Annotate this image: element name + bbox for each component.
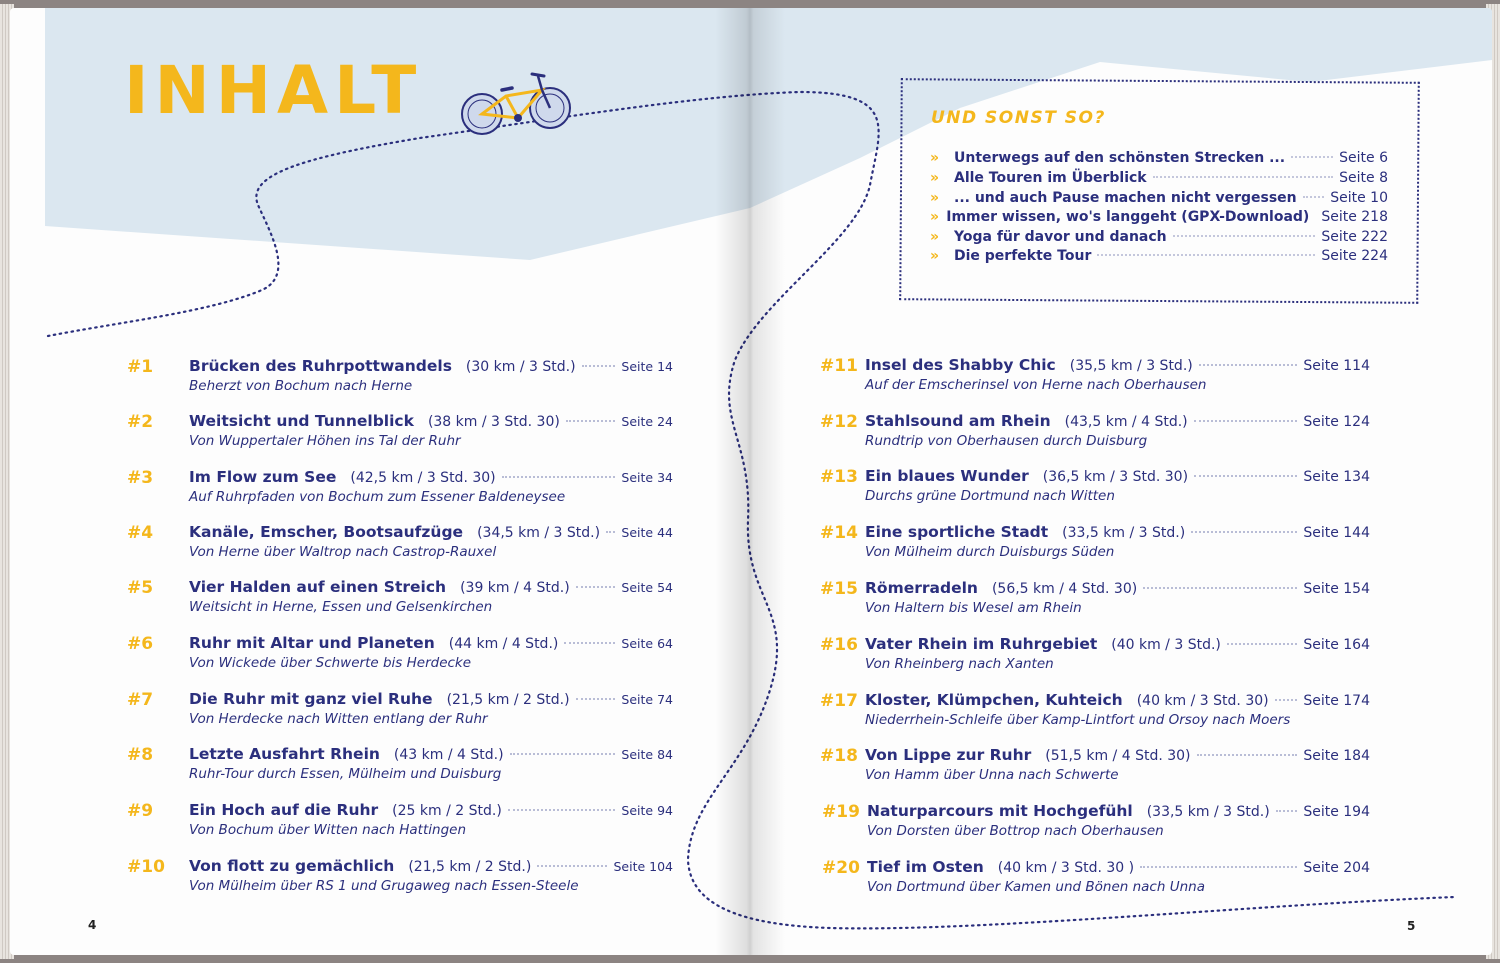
tour-subtitle: Von Wickede über Schwerte bis Herdecke bbox=[189, 655, 472, 671]
tour-subtitle: Von Hamm über Unna nach Schwerte bbox=[865, 767, 1119, 783]
tour-subtitle: Durchs grüne Dortmund nach Witten bbox=[865, 488, 1115, 504]
tour-title: Brücken des Ruhrpottwandels bbox=[189, 357, 452, 375]
tour-page: Seite 144 bbox=[1303, 525, 1370, 541]
extras-item-text: Yoga für davor und danach bbox=[954, 229, 1167, 245]
tour-number: #9 bbox=[127, 801, 154, 821]
tour-page: Seite 134 bbox=[1303, 469, 1370, 485]
tour-number: #7 bbox=[127, 690, 154, 710]
tour-subtitle: Von Herdecke nach Witten entlang der Ruhr bbox=[189, 711, 488, 727]
tour-meta: (44 km / 4 Std.) bbox=[448, 636, 559, 652]
extras-item[interactable] bbox=[930, 170, 1388, 186]
tour-meta: (43,5 km / 4 Std.) bbox=[1064, 414, 1188, 430]
tour-subtitle: Von Bochum über Witten nach Hattingen bbox=[189, 822, 467, 838]
tour-title: Ein blaues Wunder bbox=[865, 467, 1029, 485]
tour-meta: (42,5 km / 3 Std. 30) bbox=[350, 470, 496, 486]
tour-page: Seite 114 bbox=[1303, 358, 1370, 374]
extras-item[interactable] bbox=[930, 248, 1388, 264]
tour-page: Seite 24 bbox=[621, 414, 673, 429]
tour-page: Seite 174 bbox=[1303, 693, 1370, 709]
tour-title: Stahlsound am Rhein bbox=[865, 412, 1051, 430]
tour-meta: (25 km / 2 Std.) bbox=[392, 803, 502, 819]
tour-meta: (56,5 km / 4 Std. 30) bbox=[991, 581, 1138, 597]
tour-meta: (30 km / 3 Std.) bbox=[465, 359, 576, 375]
tour-subtitle: Ruhr-Tour durch Essen, Mülheim und Duisburg bbox=[189, 766, 502, 782]
tour-title: Römerradeln bbox=[865, 579, 978, 597]
tour-number: #8 bbox=[127, 745, 154, 765]
tour-number: #11 bbox=[820, 356, 858, 376]
chevron-right-icon: » bbox=[930, 248, 940, 264]
tour-title: Kanäle, Emscher, Bootsaufzüge bbox=[189, 523, 464, 541]
tour-number: #13 bbox=[820, 467, 858, 487]
tour-page: Seite 44 bbox=[621, 525, 673, 540]
tour-subtitle: Rundtrip von Oberhausen durch Duisburg bbox=[865, 433, 1148, 449]
tour-meta: (35,5 km / 3 Std.) bbox=[1069, 358, 1193, 374]
extras-item-page: Seite 218 bbox=[1321, 209, 1388, 225]
tour-meta: (21,5 km / 2 Std.) bbox=[446, 692, 570, 708]
tour-title: Vier Halden auf einen Streich bbox=[189, 578, 447, 596]
tour-page: Seite 64 bbox=[621, 636, 673, 651]
extras-item-page: Seite 222 bbox=[1321, 229, 1388, 245]
tour-number: #19 bbox=[822, 802, 860, 822]
extras-item-text: Alle Touren im Überblick bbox=[954, 170, 1147, 186]
extras-item-page: Seite 10 bbox=[1330, 190, 1388, 206]
tour-title: Kloster, Klümpchen, Kuhteich bbox=[865, 691, 1123, 709]
tour-subtitle: Niederrhein-Schleife über Kamp-Lintfort und Orsoy nach Moers bbox=[865, 712, 1291, 728]
tour-title: Eine sportliche Stadt bbox=[865, 523, 1049, 541]
tour-title: Insel des Shabby Chic bbox=[865, 356, 1056, 374]
tour-subtitle: Von Mülheim durch Duisburgs Süden bbox=[865, 544, 1115, 560]
tour-number: #10 bbox=[127, 857, 165, 877]
extras-item-page: Seite 224 bbox=[1321, 248, 1388, 264]
tour-number: #2 bbox=[127, 412, 154, 432]
tour-page: Seite 54 bbox=[621, 580, 673, 595]
tour-subtitle: Auf Ruhrpfaden von Bochum zum Essener Baldeneysee bbox=[189, 489, 566, 505]
tour-number: #4 bbox=[127, 523, 154, 543]
tour-meta: (51,5 km / 4 Std. 30) bbox=[1045, 748, 1191, 764]
tour-title: Im Flow zum See bbox=[189, 468, 337, 486]
extras-item-text: Immer wissen, wo's langgeht (GPX-Download) bbox=[946, 209, 1310, 225]
page-number-right: 5 bbox=[1407, 919, 1416, 933]
tour-number: #3 bbox=[127, 468, 154, 488]
page-number-left: 4 bbox=[88, 918, 97, 932]
chevron-right-icon: » bbox=[930, 150, 940, 166]
tour-page: Seite 94 bbox=[621, 803, 673, 818]
tour-number: #6 bbox=[127, 634, 154, 654]
tour-meta: (34,5 km / 3 Std.) bbox=[477, 525, 601, 541]
tour-subtitle: Beherzt von Bochum nach Herne bbox=[189, 378, 413, 394]
extras-item-text: ... und auch Pause machen nicht vergessen bbox=[954, 190, 1297, 206]
extras-item[interactable] bbox=[930, 190, 1388, 206]
tour-number: #15 bbox=[820, 579, 858, 599]
extras-item[interactable] bbox=[930, 209, 1388, 225]
tour-page: Seite 204 bbox=[1303, 860, 1370, 876]
chevron-right-icon: » bbox=[930, 209, 940, 225]
tour-title: Tief im Osten bbox=[867, 858, 984, 876]
extras-item-page: Seite 6 bbox=[1339, 150, 1388, 166]
bicycle-icon bbox=[458, 66, 574, 140]
tour-subtitle: Auf der Emscherinsel von Herne nach Oberhausen bbox=[865, 377, 1207, 393]
tour-number: #20 bbox=[822, 858, 860, 878]
tour-title: Vater Rhein im Ruhrgebiet bbox=[865, 635, 1098, 653]
tour-meta: (21,5 km / 2 Std.) bbox=[408, 859, 532, 875]
tour-page: Seite 194 bbox=[1303, 804, 1370, 820]
tour-title: Die Ruhr mit ganz viel Ruhe bbox=[189, 690, 433, 708]
tour-page: Seite 34 bbox=[621, 470, 673, 485]
tour-meta: (33,5 km / 3 Std.) bbox=[1146, 804, 1270, 820]
tour-meta: (43 km / 4 Std.) bbox=[393, 747, 504, 763]
tour-title: Letzte Ausfahrt Rhein bbox=[189, 745, 380, 763]
tour-page: Seite 184 bbox=[1303, 748, 1370, 764]
tour-subtitle: Von Herne über Waltrop nach Castrop-Rauxel bbox=[189, 544, 497, 560]
tour-number: #12 bbox=[820, 412, 858, 432]
page-title: INHALT bbox=[124, 52, 423, 129]
tour-title: Ein Hoch auf die Ruhr bbox=[189, 801, 379, 819]
extras-item[interactable] bbox=[930, 229, 1388, 245]
tour-page: Seite 164 bbox=[1303, 637, 1370, 653]
tour-page: Seite 84 bbox=[621, 747, 673, 762]
tour-subtitle: Von Wuppertaler Höhen ins Tal der Ruhr bbox=[189, 433, 461, 449]
tour-number: #17 bbox=[820, 691, 858, 711]
tour-subtitle: Von Dorsten über Bottrop nach Oberhausen bbox=[867, 823, 1164, 839]
tour-page: Seite 154 bbox=[1303, 581, 1370, 597]
tour-title: Von flott zu gemächlich bbox=[189, 857, 395, 875]
tour-number: #1 bbox=[127, 357, 154, 377]
tour-page: Seite 124 bbox=[1303, 414, 1370, 430]
tour-title: Von Lippe zur Ruhr bbox=[865, 746, 1032, 764]
chevron-right-icon: » bbox=[930, 190, 940, 206]
extras-title: UND SONST SO? bbox=[931, 108, 1106, 128]
extras-item-text: Die perfekte Tour bbox=[954, 248, 1092, 264]
tour-page: Seite 104 bbox=[613, 859, 673, 874]
extras-item[interactable] bbox=[930, 150, 1388, 166]
tour-title: Ruhr mit Altar und Planeten bbox=[189, 634, 435, 652]
tour-title: Naturparcours mit Hochgefühl bbox=[867, 802, 1133, 820]
tour-subtitle: Von Haltern bis Wesel am Rhein bbox=[865, 600, 1082, 616]
tour-meta: (40 km / 3 Std. 30 ) bbox=[997, 860, 1135, 876]
tour-subtitle: Weitsicht in Herne, Essen und Gelsenkirchen bbox=[189, 599, 493, 615]
chevron-right-icon: » bbox=[930, 229, 940, 245]
tour-meta: (40 km / 3 Std.) bbox=[1111, 637, 1221, 653]
tour-meta: (36,5 km / 3 Std. 30) bbox=[1042, 469, 1189, 485]
tour-meta: (40 km / 3 Std. 30) bbox=[1136, 693, 1269, 709]
tour-subtitle: Von Mülheim über RS 1 und Grugaweg nach Essen-Steele bbox=[189, 878, 579, 894]
tour-page: Seite 74 bbox=[621, 692, 673, 707]
tour-subtitle: Von Rheinberg nach Xanten bbox=[865, 656, 1054, 672]
extras-item-page: Seite 8 bbox=[1339, 170, 1388, 186]
tour-meta: (39 km / 4 Std.) bbox=[460, 580, 570, 596]
tour-number: #14 bbox=[820, 523, 858, 543]
extras-item-text: Unterwegs auf den schönsten Strecken ... bbox=[954, 150, 1286, 166]
tour-number: #18 bbox=[820, 746, 858, 766]
tour-number: #16 bbox=[820, 635, 858, 655]
chevron-right-icon: » bbox=[930, 170, 940, 186]
tour-title: Weitsicht und Tunnelblick bbox=[189, 412, 414, 430]
tour-page: Seite 14 bbox=[621, 359, 673, 374]
tour-subtitle: Von Dortmund über Kamen und Bönen nach Unna bbox=[867, 879, 1205, 895]
tour-number: #5 bbox=[127, 578, 154, 598]
tour-meta: (33,5 km / 3 Std.) bbox=[1062, 525, 1186, 541]
tour-meta: (38 km / 3 Std. 30) bbox=[427, 414, 560, 430]
